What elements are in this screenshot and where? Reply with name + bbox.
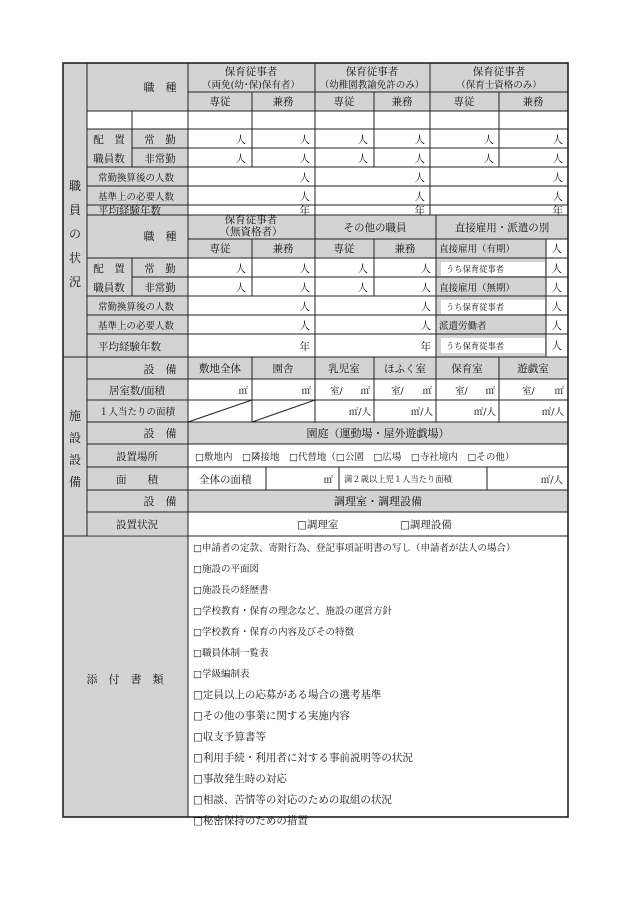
employment-type: 派遣労働者 [439,321,487,332]
unit-cell: 人 [299,263,310,275]
attachment-item[interactable]: □学級編制表 [193,669,250,680]
side-char: 況 [68,275,82,289]
col-header: 保育従事者 [345,66,399,78]
employment-sub: うち保育従事者 [446,341,505,351]
col-header-sub: （保育士資格のみ） [456,80,542,91]
col-header-sub: （両免(幼･保)保有者） [202,80,300,91]
unit-cell: 人 [414,191,425,203]
unit-cell: ㎡/人 [541,407,564,418]
facility-col: ほふく室 [384,363,426,375]
row-label: 職員数 [93,153,125,165]
col-header: 直接雇用・派遣の別 [454,222,550,234]
unit-cell: 人 [552,153,563,165]
unit-cell: 室/ [522,386,535,397]
attachment-item[interactable]: □施設の平面図 [193,564,259,575]
unit-cell: 室/ [330,386,343,397]
unit-cell: 人 [551,243,562,255]
unit-cell: 人 [483,134,494,146]
unit-cell: 人 [551,282,562,294]
side-char: の [68,227,82,241]
row-label: 配 置 [93,263,125,275]
unit-cell: 人 [235,263,246,275]
unit-cell: 人 [235,153,246,165]
unit-cell: 人 [414,153,425,165]
kitchen-option-equipment[interactable]: □調理設備 [400,519,452,531]
unit-cell: ㎡ [422,386,432,397]
unit-cell: 人 [299,153,310,165]
unit-cell: 年 [414,205,425,217]
job-type-label: 職 種 [143,81,177,94]
col-header-sub: （無資格者） [219,226,283,238]
sub-header: 兼務 [272,96,294,108]
unit-cell: 人 [420,282,431,294]
sub-header: 専従 [333,96,355,108]
facility-col: 保育室 [451,363,483,375]
unit-cell: 人 [299,172,310,184]
unit-cell: 人 [551,263,562,275]
row-label: 非常勤 [144,282,176,294]
facility-col: 園舎 [272,363,294,375]
unit-cell: 年 [299,205,310,217]
facility-col: 乳児室 [328,363,360,375]
sub-header: 兼務 [272,243,294,255]
unit-cell: ㎡ [554,386,564,397]
row-label: 平均経験年数 [98,341,161,353]
unit-cell: 人 [357,153,368,165]
facility-label: 設 備 [143,363,177,376]
unit-cell: 室/ [391,386,404,397]
unit-cell: 人 [357,134,368,146]
unit-cell: ㎡ [360,386,370,397]
unit-cell: ㎡/人 [473,407,496,418]
row-label: 設置場所 [116,451,158,463]
unit-cell: 人 [414,172,425,184]
row-label: 居室数/面積 [108,385,166,397]
attachment-item[interactable]: □施設長の経歴書 [193,585,269,596]
attachment-item[interactable]: □定員以上の応募がある場合の選考基準 [193,689,382,701]
unit-cell: 人 [235,282,246,294]
sub-header: 兼務 [394,243,416,255]
sub-header: 専従 [209,243,231,255]
attachment-item[interactable]: □事故発生時の対応 [193,773,287,785]
yard-location-options: □敷地内 □隣接地 □代替地（□公園 □広場 □寺社境内 □その他） [195,452,515,463]
unit-cell: 年 [552,205,563,217]
unit-cell: 人 [357,263,368,275]
unit-cell: 人 [414,134,425,146]
side-char: 施 [68,409,82,423]
side-char: 備 [68,475,82,489]
row-label: 配 置 [93,134,125,146]
row-label: 職員数 [93,282,125,294]
unit-cell: 人 [299,301,310,313]
row-label: 常 勤 [144,134,176,146]
unit-cell: 人 [552,134,563,146]
attachment-item[interactable]: □学校教育・保育の理念など、施設の運営方針 [193,606,392,617]
side-char: 状 [68,251,82,265]
sub-header: 専従 [209,96,231,108]
unit-cell: 人 [299,191,310,203]
facility-col: 敷地全体 [199,363,241,375]
kitchen-title: 調理室・調理設備 [334,495,422,508]
sub-header: 兼務 [522,96,544,108]
kitchen-option-room[interactable]: □調理室 [297,519,339,531]
unit-cell: ㎡ [485,386,495,397]
unit-cell: 人 [551,320,562,332]
facility-label: 設 備 [143,495,177,508]
unit-cell: ㎡/人 [540,475,563,486]
attachment-item[interactable]: □職員体制一覧表 [193,648,269,659]
unit-cell: ㎡ [238,386,248,397]
unit-cell: 年 [420,341,431,353]
attachment-item[interactable]: □その他の事業に関する実施内容 [193,710,350,722]
col-header: 保育従事者 [224,66,278,78]
unit-cell: ㎡ [301,386,311,397]
employment-type: 直接雇用（無期） [439,283,516,294]
row-label: 非常勤 [144,153,176,165]
unit-cell: 人 [299,320,310,332]
unit-cell: 人 [552,172,563,184]
unit-cell: 室/ [455,386,468,397]
unit-cell: 人 [299,134,310,146]
row-label: 面 積 [116,474,158,486]
attachment-item[interactable]: □収支予算書等 [193,731,266,743]
facility-col: 遊戯室 [517,363,549,375]
unit-cell: 年 [299,341,310,353]
unit-cell: 人 [420,301,431,313]
side-char: 設 [68,453,82,467]
unit-cell: 人 [235,134,246,146]
row-label: 常 勤 [144,263,176,275]
unit-cell: 人 [357,282,368,294]
yard-title: 園庭（運動場・屋外遊戯場） [306,427,450,440]
employment-type: 直接雇用（有期） [439,244,516,255]
unit-cell: 人 [299,282,310,294]
facility-label: 設 備 [143,427,177,440]
yard-area-per-child-label: 満２歳以上児１人当たり面積 [344,474,452,484]
row-label: 基準上の必要人数 [98,192,175,203]
job-type-label: 職 種 [143,230,177,243]
attachment-item[interactable]: □相談、苦情等の対応のための取組の状況 [193,794,392,806]
employment-sub: うち保育従事者 [446,302,505,312]
row-label: 基準上の必要人数 [98,321,175,332]
col-header: 保育従事者 [224,214,278,226]
row-label: １人当たりの面積 [98,407,176,418]
unit-cell: 人 [483,153,494,165]
sub-header: 専従 [333,243,355,255]
staff-table-1 [93,65,563,217]
side-char: 設 [68,431,82,445]
row-label: 設置状況 [116,519,158,531]
sub-header: 兼務 [391,96,413,108]
attachment-item[interactable]: □申請者の定款、寄附行為、登記事項証明書の写し（申請者が法人の場合） [193,543,516,554]
col-header-sub: （幼稚園教諭免許のみ） [319,80,425,91]
attachments-label: 添 付 書 類 [86,673,164,686]
sub-header: 専従 [453,96,475,108]
row-label: 常勤換算後の人数 [98,173,175,184]
col-header: 保育従事者 [472,66,526,78]
unit-cell: 人 [420,320,431,332]
unit-cell: 人 [552,191,563,203]
attachment-item[interactable]: □利用手続・利用者に対する事前説明等の状況 [193,752,413,764]
unit-cell: ㎡/人 [410,407,433,418]
unit-cell: 人 [551,301,562,313]
side-char: 職 [68,179,82,193]
unit-cell: ㎡ [323,475,333,486]
row-label: 常勤換算後の人数 [98,302,175,313]
employment-sub: うち保育従事者 [446,264,505,274]
attachment-item[interactable]: □秘密保持のための措置 [193,815,308,827]
attachment-item[interactable]: □学校教育・保育の内容及びその特徴 [193,627,354,638]
unit-cell: ㎡/人 [348,407,371,418]
unit-cell: 人 [420,263,431,275]
yard-area-total-label: 全体の面積 [199,474,252,486]
side-char: 員 [68,203,82,217]
col-header: その他の職員 [343,222,407,234]
row-label: 平均経験年数 [98,205,161,217]
unit-cell: 人 [551,340,562,352]
